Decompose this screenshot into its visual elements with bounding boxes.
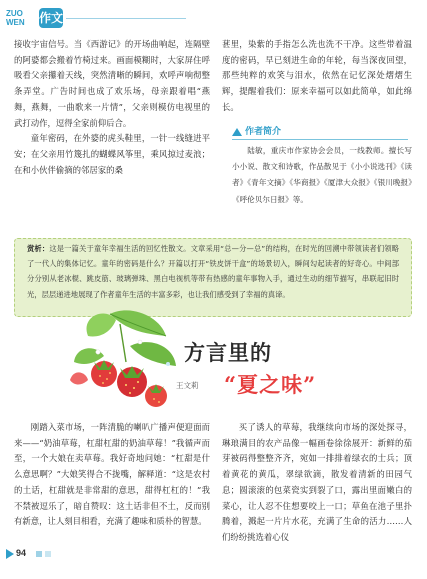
triangle-icon	[232, 128, 242, 136]
essay-upper-right-column	[222, 37, 412, 116]
footer-square-icon	[45, 551, 51, 557]
article-paragraph: 买了诱人的草莓，我继续向市场的深处探寻，琳琅满目的农产品像一幅画卷徐徐展开：新鲜的茄芽被码得整整齐齐，宛如一排排着绿衣的士兵；顶着黄花的黄瓜，翠绿欲滴，散发着清新的田园气息；圆滚滚的包菜瓷实到裂了口，露出里面嫩白的菜心，让人忍不住想要咬上一口；草鱼在池子里扑腾着，溅起一片片水花，充满了生命的活力……人们纷纷挑选着心仪	[222, 422, 412, 542]
article-title: 方言里的	[184, 340, 272, 365]
footer-square-icon	[36, 551, 42, 557]
author-bio-title: 作者简介	[245, 127, 282, 137]
article-author: 王文莉	[176, 381, 199, 390]
column-badge: 作文	[39, 8, 63, 28]
page-marker-icon	[6, 549, 14, 559]
column-latin-label: ZUO WEN	[6, 9, 25, 27]
appreciation-label: 赏析：	[27, 244, 50, 253]
essay-upper-left-column	[14, 37, 210, 178]
author-bio-heading	[232, 125, 408, 140]
header-divider	[66, 18, 186, 19]
page-number: 94	[16, 548, 27, 558]
article-subtitle: “夏之味”	[224, 372, 317, 397]
author-bio-text: 陆敏，重庆市作家协会会员，一线教师。擅长写小小说、散文和诗歌，作品散见于《小小说选刊》《读者》《青年文摘》《华商报》《厦津大众报》《银川晚报》《呼伦贝尔日报》等。	[232, 146, 412, 204]
essay-paragraph: 葚里，染紫的手指怎么洗也洗不干净。这些带着温度的密码，早已刻进生命的年轮，每当深夜回望，那些纯粹的欢笑与泪水，依然在记忆深处熠熠生辉，提醒着我们：原来幸福可以如此简单，如此绵长。	[222, 39, 412, 112]
appreciation-text: 这是一篇关于童年幸福生活的回忆性散文。文章采用“总—分—总”的结构，在时光的回溯中带领读者们领略了一代人的集体记忆。童年的密码是什么？开篇以打开“铁皮饼干盒”的场景切入，瞬间勾起读者的好奇心。中间部分分别从老冰棍、跳皮筋、玻璃弹珠、黑白电视机等带有热感的童年事物入手，通过生动的细节描写，串联起旧时光，层层递进地展现了作者童年生活的丰富多彩，也让我们感受到了幸福的真谛。	[27, 244, 400, 299]
article-right-column	[222, 420, 412, 546]
author-bio	[232, 143, 412, 208]
article-paragraph: 刚踏入菜市场，一阵清脆的喇叭广播声便迎面而来——“奶油草莓，杠甜杠甜的奶油草莓！”我循声而至，一个大娘在卖草莓。我好奇地问她：“杠甜是什么意思啊？”大娘笑得合不拢嘴，解释道：“这是农村的土话，杠甜就是非常甜的意思，甜得杠杠的！”我不禁被逗乐了，暗自赞叹：这土话非但不土，反而别有新意，让人刻目相看，充满了趣味和质朴的智慧。	[14, 422, 210, 527]
essay-paragraph: 接收宇宙信号。当《西游记》的开场曲响起，连隔壁的阿婆都会搬着竹椅过来。画面模糊时，大家屏住呼吸看父亲攥着天线，突然清晰的瞬间，欢呼声响彻整条弄堂。广告时间也成了欢乐场，母亲跟着唱“燕舞，燕舞，一曲歌来一片情”，父亲则模仿电视里的武打动作，逗得全家前仰后合。	[14, 39, 210, 128]
strawberry-illustration	[70, 306, 180, 416]
essay-paragraph: 童年密码，在外婆的虎头鞋里，一针一线缝进平安；在父亲用竹篾扎的蝴蝶风筝里，乘风掠过麦浪；在和小伙伴偷摘的邻居家的桑	[14, 133, 210, 175]
article-left-column	[14, 420, 210, 530]
